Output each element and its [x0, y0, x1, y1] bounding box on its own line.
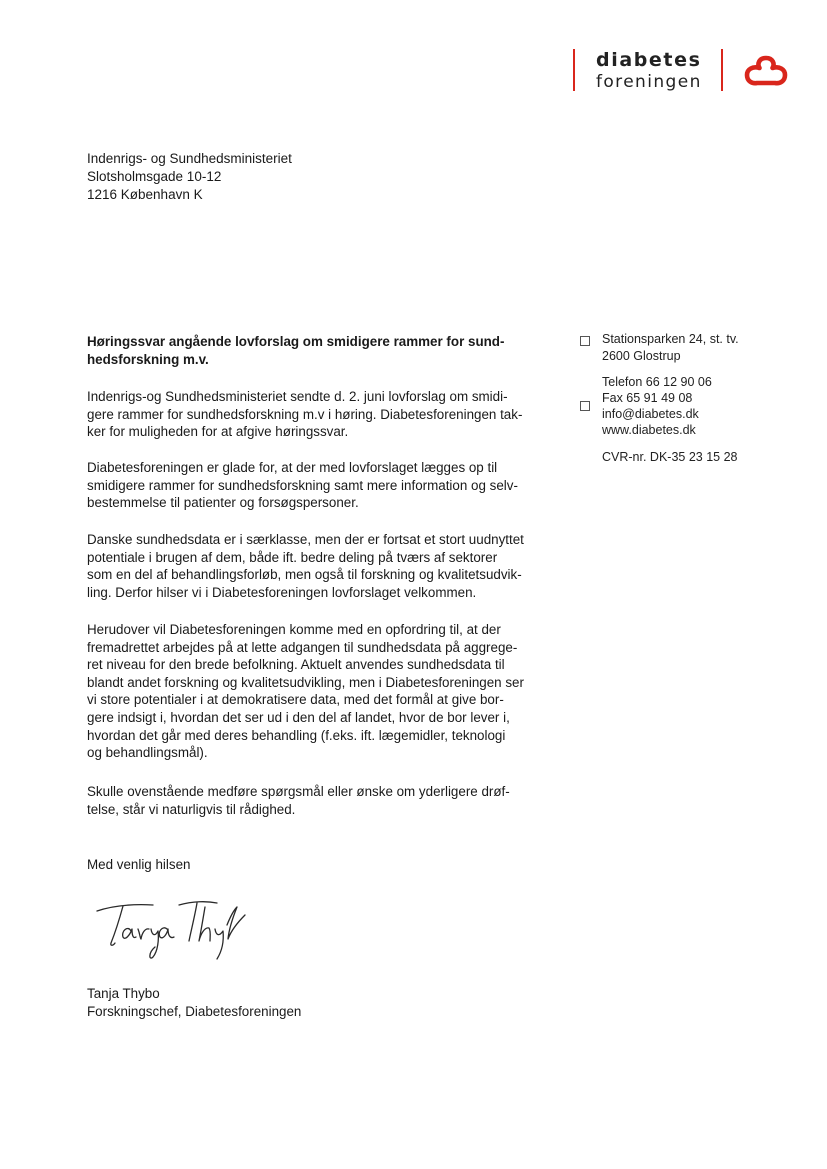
signature-name: Tanja Thybo	[87, 986, 160, 1001]
text-line: hvordan det går med deres behandling (f.eks. ift. lægemidler, teknologi	[87, 727, 506, 743]
sender-fax: Fax 65 91 49 08	[602, 391, 693, 405]
text-line: Danske sundhedsdata er i særklasse, men der er fortsat et stort uudnyttet	[87, 532, 524, 547]
checkbox-square-icon	[580, 336, 590, 346]
text-line: vi store potentialer i at demokratisere data, med det formål at give bor-	[87, 692, 504, 708]
signature-title: Forskningschef, Diabetesforeningen	[87, 1003, 302, 1019]
recipient-line: 1216 København K	[87, 187, 203, 202]
paragraph-4	[87, 621, 549, 762]
text-line: og behandlingsmål).	[87, 745, 208, 761]
signature-block	[87, 985, 549, 1020]
text-line: Indenrigs-og Sundhedsministeriet sendte d. 2. juni lovforslag om smidi-	[87, 389, 508, 404]
checkbox-square-icon	[580, 401, 590, 411]
diabetesforeningen-trefoil-logo-icon	[742, 54, 790, 90]
paragraph-2	[87, 459, 549, 512]
sender-cvr: CVR-nr. DK-35 23 15 28	[602, 450, 738, 464]
sender-phone: Telefon 66 12 90 06	[602, 375, 712, 389]
paragraph-1	[87, 388, 549, 441]
text-line: ret niveau for den brede befolkning. Aktuelt anvendes sundhedsdata til	[87, 657, 505, 673]
text-line: smidigere rammer for sundhedsforskning samt mere information og selv-	[87, 477, 518, 493]
sender-info	[580, 331, 780, 471]
text-line: Diabetesforeningen er glade for, at der med lovforslaget lægges op til	[87, 460, 498, 475]
recipient-line: Slotsholmsgade 10-12	[87, 169, 222, 184]
text-line: ker for muligheden for at afgive høringssvar.	[87, 424, 349, 440]
text-line: blandt andet forskning og kvalitetsudvikling, men i Diabetesforeningen ser	[87, 674, 524, 690]
text-line: telse, står vi naturligvis til rådighed.	[87, 801, 296, 817]
text-line: gere rammer for sundhedsforskning m.v i høring. Diabetesforeningen tak-	[87, 406, 523, 422]
sender-website[interactable]: www.diabetes.dk	[602, 423, 696, 437]
letter-subject	[87, 333, 549, 368]
sender-address-line: 2600 Glostrup	[602, 349, 681, 363]
subject-line: hedsforskning m.v.	[87, 351, 209, 367]
logo-divider-left	[573, 49, 575, 91]
text-line: Skulle ovenstående medføre spørgsmål eller ønske om yderligere drøf-	[87, 784, 510, 799]
text-line: som en del af behandlingsforløb, men også til forskning og kvalitetsudvik-	[87, 567, 522, 583]
paragraph-3	[87, 531, 549, 601]
logo-wordmark-foreningen: foreningen	[596, 72, 702, 92]
logo-divider-right	[721, 49, 723, 91]
closing: Med venlig hilsen	[87, 857, 191, 872]
recipient-line: Indenrigs- og Sundhedsministeriet	[87, 151, 292, 166]
paragraph-5	[87, 783, 549, 818]
handwritten-signature	[95, 895, 260, 965]
logo-wordmark-diabetes: diabetes	[596, 49, 702, 71]
text-line: ling. Derfor hilser vi i Diabetesforeningen lovforslaget velkommen.	[87, 584, 477, 600]
sender-email[interactable]: info@diabetes.dk	[602, 407, 699, 421]
sender-address-line: Stationsparken 24, st. tv.	[602, 332, 739, 346]
text-line: gere indsigt i, hvordan det ser ud i den del af landet, hvor de bor lever i,	[87, 709, 510, 725]
text-line: fremadrettet arbejdes på at lette adgangen til sundhedsdata på aggrege-	[87, 639, 518, 655]
recipient-address	[87, 150, 292, 204]
text-line: Herudover vil Diabetesforeningen komme med en opfordring til, at der	[87, 622, 501, 637]
subject-line: Høringssvar angående lovforslag om smidigere rammer for sund-	[87, 334, 505, 349]
text-line: bestemmelse til patienter og forsøgspersoner.	[87, 495, 359, 511]
text-line: potentiale i brugen af dem, både ift. bedre deling på tværs af sektorer	[87, 549, 498, 565]
